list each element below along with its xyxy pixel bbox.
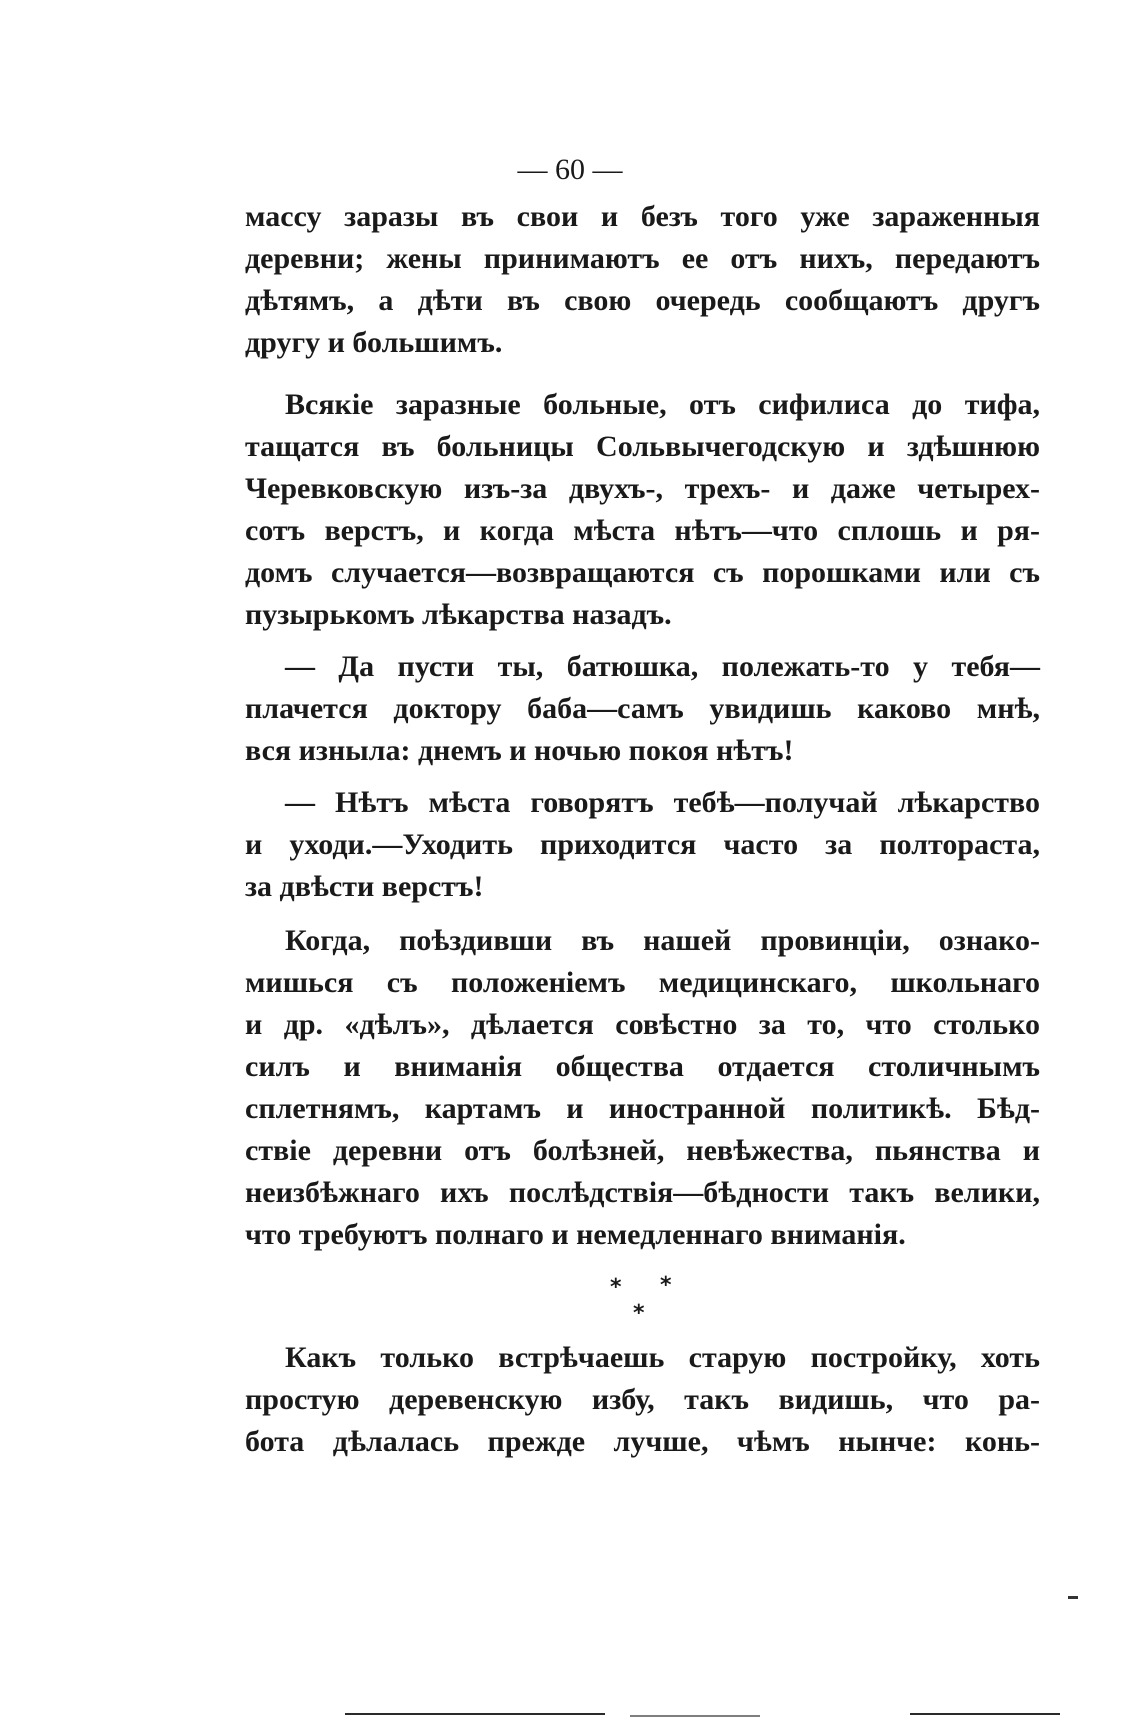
text-line: Какъ только встрѣчаешь старую постройку, хоть bbox=[285, 1341, 1040, 1374]
paragraph-infectious-patients bbox=[245, 384, 1040, 636]
text-line: сплетнямъ, картамъ и иностранной политикѣ. Бѣд- bbox=[245, 1092, 1040, 1125]
section-separator bbox=[0, 1265, 1140, 1325]
paragraph-dialogue-woman bbox=[245, 646, 1040, 772]
text-line: неизбѣжнаго ихъ послѣдствія—бѣдности такъ велики, bbox=[245, 1176, 1040, 1209]
text-line: простую деревенскую избу, такъ видишь, что ра- bbox=[245, 1383, 1040, 1416]
paragraph-province bbox=[245, 920, 1040, 1256]
scan-edge-line bbox=[630, 1715, 760, 1717]
text-line: сотъ верстъ, и когда мѣста нѣтъ—что сплошь и ря- bbox=[245, 514, 1040, 547]
asterisk: * bbox=[660, 1273, 672, 1298]
text-line: массу заразы въ свои и безъ того уже зараженныя bbox=[245, 200, 1040, 233]
text-line: силъ и вниманія общества отдается столичнымъ bbox=[245, 1050, 1040, 1083]
asterisk: * bbox=[610, 1275, 622, 1300]
text-line: тащатся въ больницы Сольвычегодскую и здѣшнюю bbox=[245, 430, 1040, 463]
text-line: что требуютъ полнаго и немедленнаго вниманія. bbox=[245, 1218, 906, 1251]
text-line: мишься съ положеніемъ медицинскаго, школьнаго bbox=[245, 966, 1040, 999]
text-line: ствіе деревни отъ болѣзней, невѣжества, пьянства и bbox=[245, 1134, 1040, 1167]
text-line: — Да пусти ты, батюшка, полежать-то у тебя— bbox=[285, 650, 1040, 683]
text-line: Черевковскую изъ-за двухъ-, трехъ- и даже четырех- bbox=[245, 472, 1040, 505]
text-line: вся изныла: днемъ и ночью покоя нѣтъ! bbox=[245, 734, 794, 767]
scan-edge-line bbox=[345, 1713, 605, 1715]
text-line: дѣтямъ, а дѣти въ свою очередь сообщаютъ другъ bbox=[245, 284, 1040, 317]
paragraph-old-buildings bbox=[245, 1337, 1040, 1463]
paragraph-continuation bbox=[245, 196, 1040, 364]
text-line: Когда, поѣздивши въ нашей провинціи, ознако- bbox=[285, 924, 1040, 957]
scan-speck bbox=[1068, 1596, 1078, 1599]
text-line: — Нѣтъ мѣста говорятъ тебѣ—получай лѣкарство bbox=[285, 786, 1040, 819]
text-line: другу и большимъ. bbox=[245, 326, 503, 359]
text-line: за двѣсти верстъ! bbox=[245, 870, 484, 903]
text-line: деревни; жены принимаютъ ее отъ нихъ, передаютъ bbox=[245, 242, 1040, 275]
text-line: Всякіе заразные больные, отъ сифилиса до тифа, bbox=[285, 388, 1040, 421]
text-line: домъ случается—возвращаются съ порошками или съ bbox=[245, 556, 1040, 589]
page-number: — 60 — bbox=[517, 153, 623, 186]
text-line: пузырькомъ лѣкарства назадъ. bbox=[245, 598, 672, 631]
scan-edge-line bbox=[910, 1713, 1060, 1715]
text-line: и уходи.—Уходить приходится часто за полтораста, bbox=[245, 828, 1040, 861]
paragraph-dialogue-reply bbox=[245, 782, 1040, 908]
text-line: и др. «дѣлъ», дѣлается совѣстно за то, что столько bbox=[245, 1008, 1040, 1041]
text-line: бота дѣлалась прежде лучше, чѣмъ нынче: конь- bbox=[245, 1425, 1040, 1458]
asterisk: * bbox=[633, 1301, 645, 1326]
text-line: плачется доктору баба—самъ увидишь каково мнѣ, bbox=[245, 692, 1040, 725]
